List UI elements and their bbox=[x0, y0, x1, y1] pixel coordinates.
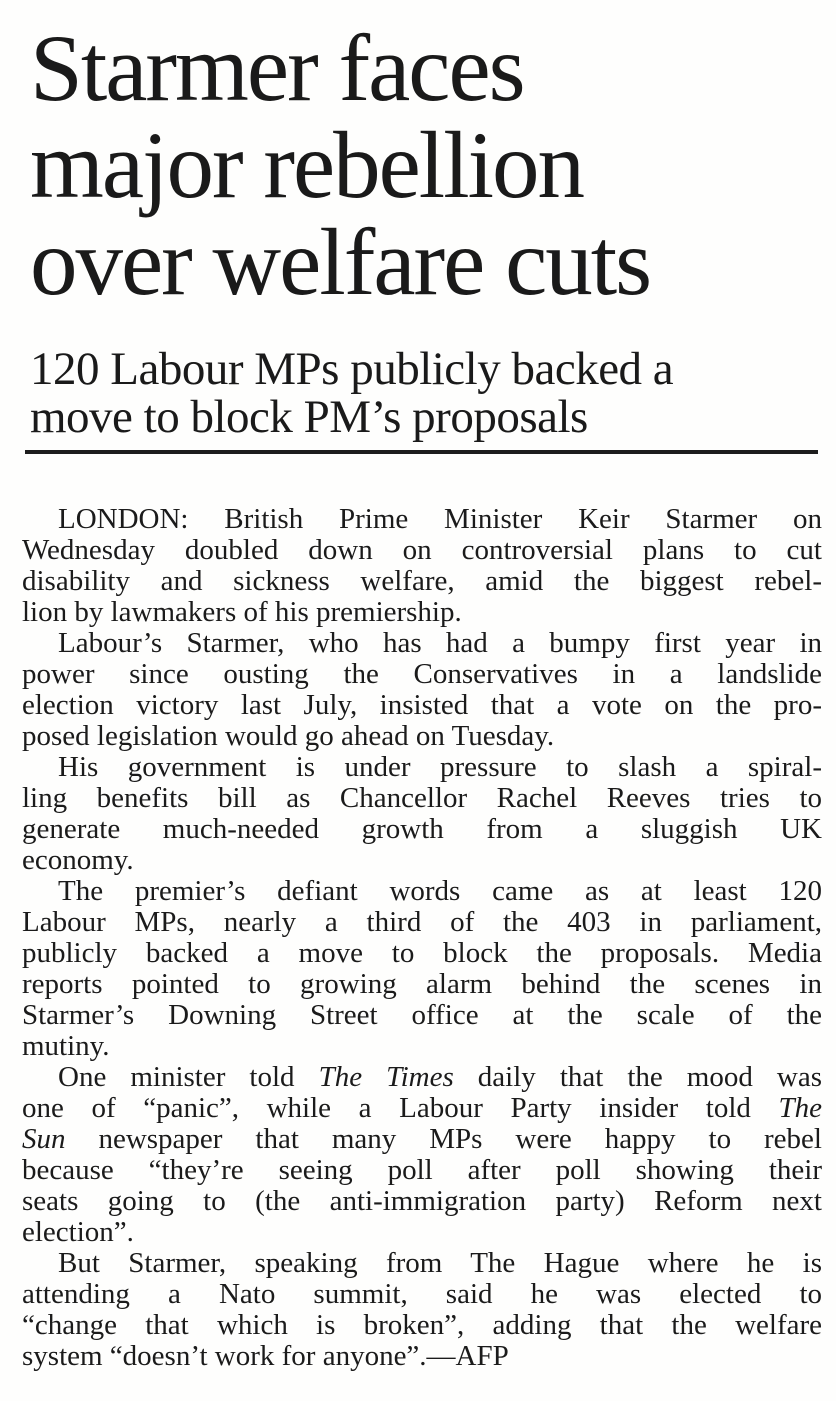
body-line bbox=[22, 1279, 822, 1310]
body-text: because “they’re seeing poll after poll showing their bbox=[22, 1154, 822, 1186]
body-line bbox=[22, 628, 822, 659]
body-text: disability and sickness welfare, amid the biggest rebel- bbox=[22, 565, 822, 597]
headline bbox=[30, 15, 836, 315]
body-line bbox=[22, 659, 822, 690]
body-paragraph bbox=[22, 1062, 822, 1248]
body-paragraph bbox=[22, 876, 822, 1062]
body-text: But Starmer, speaking from The Hague where he is bbox=[58, 1247, 822, 1279]
body-text: mutiny. bbox=[22, 1030, 110, 1062]
body-text: system “doesn’t work for anyone”.—AFP bbox=[22, 1340, 509, 1372]
body-text: seats going to (the anti-immigration party) Reform next bbox=[22, 1185, 822, 1217]
body-line bbox=[22, 566, 822, 597]
body-text: His government is under pressure to slash a spiral- bbox=[58, 751, 822, 783]
body-line bbox=[22, 938, 822, 969]
body-text: Starmer’s Downing Street office at the scale of the bbox=[22, 999, 822, 1031]
body-text: economy. bbox=[22, 844, 134, 876]
headline-line-2: major rebellion bbox=[30, 112, 583, 218]
body-line bbox=[22, 752, 822, 783]
body-text: Labour MPs, nearly a third of the 403 in parliament, bbox=[22, 906, 822, 938]
body-text: One minister told bbox=[58, 1061, 319, 1093]
body-line bbox=[22, 1000, 822, 1031]
standfirst-line-2: move to block PM’s proposals bbox=[30, 391, 588, 443]
body-text: The premier’s defiant words came as at least 120 bbox=[58, 875, 822, 907]
body-text: posed legislation would go ahead on Tuesday. bbox=[22, 720, 555, 752]
body-line bbox=[22, 1155, 822, 1186]
body-line bbox=[22, 969, 822, 1000]
body-line bbox=[22, 597, 822, 628]
body-text: power since ousting the Conservatives in a landslide bbox=[22, 658, 822, 690]
publication-name: The bbox=[778, 1092, 822, 1124]
body-paragraph bbox=[22, 628, 822, 752]
body-line bbox=[22, 1124, 822, 1155]
body-text: Labour’s Starmer, who has had a bumpy first year in bbox=[58, 627, 822, 659]
body-line bbox=[22, 1248, 822, 1279]
headline-line-1: Starmer faces bbox=[30, 15, 524, 121]
publication-name: Sun bbox=[22, 1123, 66, 1155]
body-text: lion by lawmakers of his premiership. bbox=[22, 596, 462, 628]
publication-name: The Times bbox=[318, 1061, 454, 1093]
body-line bbox=[22, 876, 822, 907]
body-text: daily that the mood was bbox=[453, 1061, 822, 1093]
body-text: generate much-needed growth from a sluggish UK bbox=[22, 813, 822, 845]
standfirst bbox=[30, 345, 836, 441]
body-text: newspaper that many MPs were happy to rebel bbox=[65, 1123, 822, 1155]
body-line bbox=[22, 690, 822, 721]
body-line bbox=[22, 1031, 822, 1062]
body-line bbox=[22, 1186, 822, 1217]
standfirst-line-1: 120 Labour MPs publicly backed a bbox=[30, 343, 674, 395]
body-line bbox=[22, 1341, 822, 1372]
body-text: election victory last July, insisted that a vote on the pro- bbox=[22, 689, 822, 721]
body-text: attending a Nato summit, said he was elected to bbox=[22, 1278, 822, 1310]
body-text: reports pointed to growing alarm behind the scenes in bbox=[22, 968, 822, 1000]
body-line bbox=[22, 907, 822, 938]
body-line bbox=[22, 783, 822, 814]
body-text: ling benefits bill as Chancellor Rachel Reeves tries to bbox=[22, 782, 822, 814]
body-text: LONDON: British Prime Minister Keir Starmer on bbox=[58, 503, 822, 535]
article-body bbox=[22, 504, 822, 1372]
body-line bbox=[22, 1093, 822, 1124]
body-paragraph bbox=[22, 1248, 822, 1372]
body-line bbox=[22, 1310, 822, 1341]
body-line bbox=[22, 721, 822, 752]
body-text: publicly backed a move to block the proposals. Media bbox=[22, 937, 822, 969]
body-line bbox=[22, 1217, 822, 1248]
body-line bbox=[22, 814, 822, 845]
body-line bbox=[22, 535, 822, 566]
headline-line-3: over welfare cuts bbox=[30, 209, 651, 315]
body-text: election”. bbox=[22, 1216, 134, 1248]
body-line bbox=[22, 845, 822, 876]
body-text: “change that which is broken”, adding that the welfare bbox=[22, 1309, 822, 1341]
divider-rule bbox=[25, 450, 818, 454]
body-line bbox=[22, 504, 822, 535]
body-text: one of “panic”, while a Labour Party insider told bbox=[22, 1092, 779, 1124]
body-paragraph bbox=[22, 504, 822, 628]
body-text: Wednesday doubled down on controversial plans to cut bbox=[22, 534, 822, 566]
body-line bbox=[22, 1062, 822, 1093]
body-paragraph bbox=[22, 752, 822, 876]
